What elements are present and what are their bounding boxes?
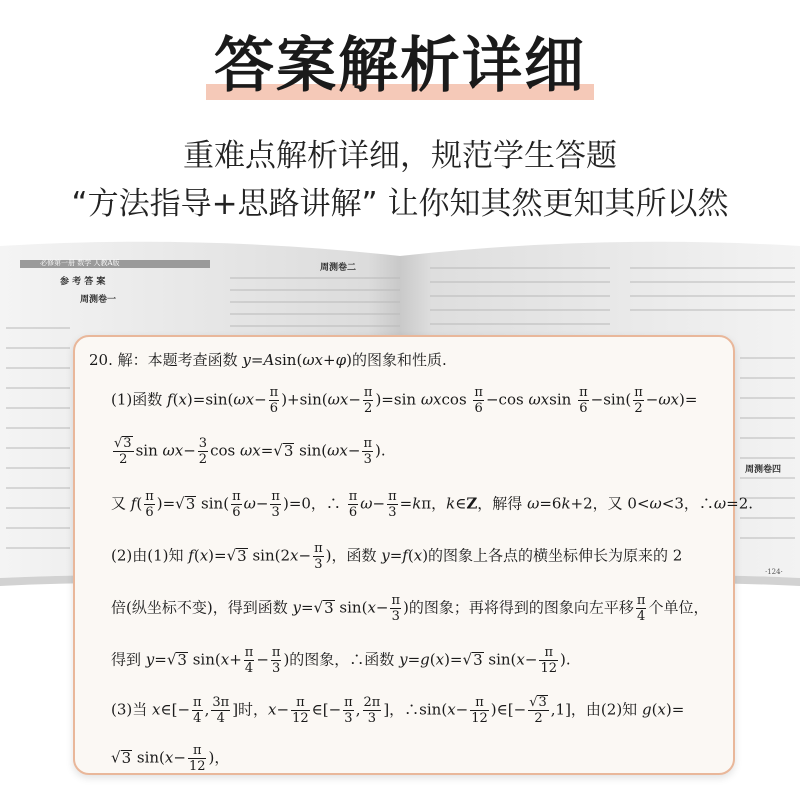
solution-line-1: 20. 解：本题考查函数 y=Asin(ωx+φ)的图象和性质. xyxy=(89,351,447,369)
book-left-section: 周测卷一 xyxy=(80,295,117,305)
page-title: 答案解析详细 xyxy=(206,18,594,104)
solution-line-3: $\frac{√3}{2}$ sin ωx− $\frac{3}{2}$ cos ωx=√3 sin(ωx− $\frac{\pi}{3}$ ). xyxy=(114,436,386,467)
subtitle-line-2: “方法指导+思路讲解” 让你知其然更知其所以然 xyxy=(71,186,729,222)
solution-card xyxy=(73,335,754,775)
book-page-number: ·124· xyxy=(765,568,783,576)
book-answer-header: 参 考 答 案 xyxy=(60,277,106,287)
header xyxy=(0,18,800,104)
solution-line-2: (1)函数 f(x)=sin(ωx− $\frac{\pi}{6}$ )+sin(ωx− $\frac{\pi}{2}$ )=sin ωxcos $\frac{\pi}{6}$ −cos ωxsin $\frac{\pi}{6}$ −sin( $\frac{\pi}{2}$ −ωx)= xyxy=(111,385,698,416)
solution-line-7: 得到 y=√3 sin(x+ $\frac{\pi}{4}$ − $\frac{\pi}{3}$ )的图象，∴函数 y=g(x)=√3 sin(x− $\frac{\pi}{12}$ ). xyxy=(111,645,571,676)
subtitle-line-1: 重难点解析详细，规范学生答题 xyxy=(183,138,617,174)
book-right-section: 周测卷四 xyxy=(745,465,782,475)
solution-line-6: 倍(纵坐标不变)，得到函数 y=√3 sin(x− $\frac{\pi}{3}$ )的图象；再将得到的图象向左平移 $\frac{\pi}{4}$ 个单位， xyxy=(111,593,709,624)
solution-line-4: 又 f( $\frac{\pi}{6}$ )=√3 sin( $\frac{\pi}{6}$ ω− $\frac{\pi}{3}$ )=0，∴ $\frac{\pi}{6}$ ω− $\frac{\pi}{3}$ =kπ，k∈Z，解得 ω=6k+2，又 0<ω<3，∴ω=2. xyxy=(111,489,754,520)
book-mid-section: 周测卷二 xyxy=(320,263,357,273)
solution-line-5: (2)由(1)知 f(x)=√3 sin(2x− $\frac{\pi}{3}$ )，函数 y=f(x)的图象上各点的横坐标伸长为原来的 2 xyxy=(111,541,683,572)
solution-line-8: (3)当 x∈[− $\frac{\pi}{4}$ , $\frac{3\pi}{4}$ ]时，x− $\frac{\pi}{12}$ ∈[− $\frac{\pi}{3}$ , $\frac{2\pi}{3}$ ]，∴sin(x− $\frac{\pi}{12}$ )∈[− $\frac{√3}{2}$ ,1]，由(2)知 g(x)= xyxy=(111,695,685,726)
solution-line-9: √3 sin(x− $\frac{\pi}{12}$ )， xyxy=(111,743,230,774)
book-top-tag: 必修第一册 数学 人教A版 xyxy=(40,259,120,267)
